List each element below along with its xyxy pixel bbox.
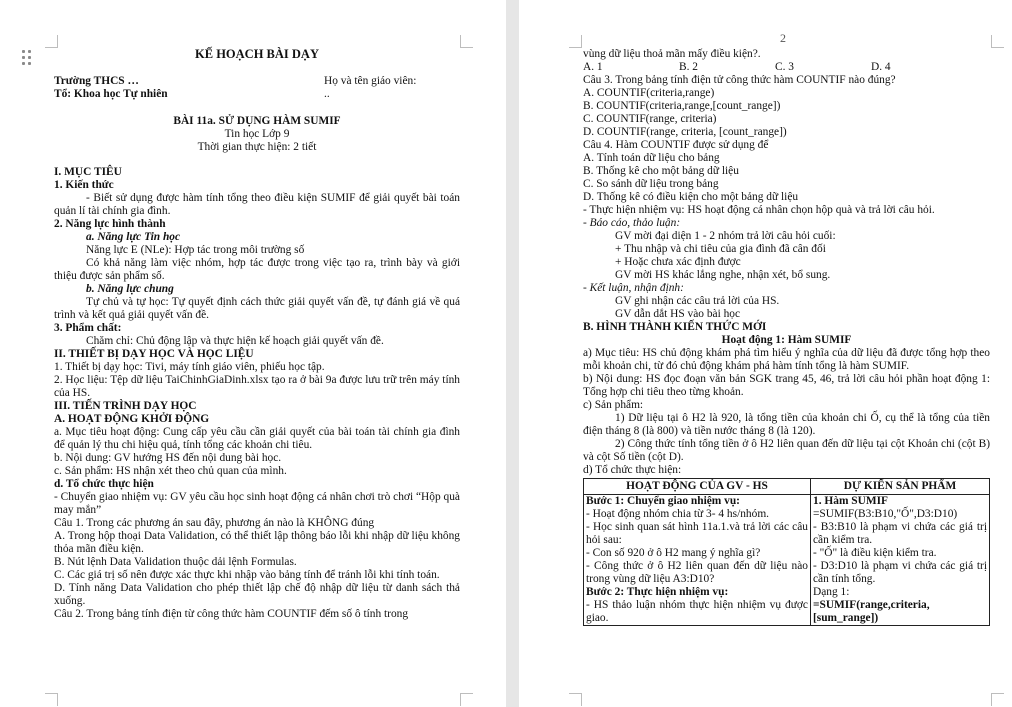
text-line: b) Nội dung: HS đọc đoạn văn bản SGK trang 45, 46, trả lời câu hỏi phần hoạt động 1: Tổng hợp chi tiêu theo từng khoản. [583,373,990,398]
teacher-label: Họ và tên giáo viên: [324,75,417,87]
text-line: - Con số 920 ở ô H2 mang ý nghĩa gì? [586,547,761,559]
header-row-2 [54,88,460,101]
text-line: + Thu nhập và chi tiêu của gia đình đã cân đối [615,243,826,255]
text-line: GV dẫn dắt HS vào bài học [615,308,741,320]
text-line: - Kết luận, nhận định: [583,282,684,294]
teacher-activities-cell [584,495,811,626]
text-line: vùng dữ liệu thoả mãn mấy điều kiện?. [583,48,761,60]
text-line: II. THIẾT BỊ DẠY HỌC VÀ HỌC LIỆU [54,348,254,360]
text-line: Dạng 1: [813,586,850,598]
right-page-body [583,48,990,477]
text-line: - Học sinh quan sát hình 11a.1.và trả lời các câu hỏi sau: [586,521,808,546]
text-line: a. Năng lực Tin học [86,231,181,243]
text-line: - HS thảo luận nhóm thực hiện nhiệm vụ được giao. [586,599,808,624]
text-line: Câu 3. Trong bảng tính điện tử công thức hàm COUNTIF nào đúng? [583,74,896,86]
text-line: D. COUNTIF(range, criteria, [count_range]) [583,126,787,138]
margin-corner-mark [569,35,582,48]
text-line: Có khả năng làm việc nhóm, hợp tác được trong việc tạo ra, trình bày và giới thiệu được sản phẩm số. [54,257,460,282]
text-line: 1) Dữ liệu tại ô H2 là 920, là tổng tiền của khoản chi Ố, cụ thể là tổng của tiền điện tháng 8 (là 800) và tiền nước tháng 8 (là 120). [583,412,990,437]
text-line: Bước 1: Chuyển giao nhiệm vụ: [586,495,740,507]
table-header-cell: HOẠT ĐỘNG CỦA GV - HS [584,479,811,495]
text-line: - Chuyển giao nhiệm vụ: GV yêu cầu học sinh hoạt động cá nhân chơi trò chơi “Hộp quà may mắn” [54,491,460,516]
lesson-duration: Thời gian thực hiện: 2 tiết [197,141,317,153]
text-line: a) Mục tiêu: HS chủ động khám phá tìm hiểu ý nghĩa của dữ liệu đã được tổng hợp theo mỗi khoản chi, từ đó chủ động khám phá hàm tính tổng là hàm SUMIF. [583,347,990,372]
text-line: =SUMIF(range,criteria,[sum_range]) [813,599,930,624]
table-header-row [584,479,990,495]
text-line: Câu 4. Hàm COUNTIF được sử dụng để [583,139,769,151]
text-line: A. Trong hộp thoại Data Validation, có thể thiết lập thông báo lỗi khi nhập dữ liệu không thỏa mãn điều kiện. [54,530,460,555]
text-line: 2) Công thức tính tổng tiền ở ô H2 liên quan đến dữ liệu tại cột Khoản chi (cột B) và cột Số tiền (cột D). [583,438,990,463]
text-line: D. Tính năng Data Validation cho phép thiết lập chế độ nhập dữ liệu từ danh sách thả xuống. [54,582,460,607]
margin-corner-mark [991,35,1004,48]
text-line: =SUMIF(B3:B10,"Ố",D3:D10) [813,508,958,520]
lesson-title: BÀI 11a. SỬ DỤNG HÀM SUMIF [173,115,341,127]
text-line: - Biết sử dụng được hàm tính tổng theo điều kiện SUMIF để giải quyết bài toán quản lí tài chính gia đình. [54,192,460,217]
text-line: 1. Hàm SUMIF [813,495,888,507]
text-line: - D3:D10 là phạm vi chứa các giá trị cần tính tổng. [813,560,987,585]
page-gap [506,0,519,707]
school-name: Trường THCS … [54,75,139,87]
margin-corner-mark [460,35,473,48]
text-line: - "Ố" là điều kiện kiểm tra. [813,547,937,559]
text-line: - Báo cáo, thảo luận: [583,217,681,229]
drag-handle-icon[interactable] [22,50,34,66]
page-1-content [54,48,460,621]
document-title: KẾ HOẠCH BÀI DẠY [195,47,319,61]
text-line: c) Sản phẩm: [583,399,644,411]
group-name: Tổ: Khoa học Tự nhiên [54,88,168,100]
text-line: Chăm chỉ: Chủ động lập và thực hiện kế hoạch giải quyết vấn đề. [86,335,384,347]
answer-option: C. 3 [775,61,794,73]
text-line: Câu 1. Trong các phương án sau đây, phương án nào là KHÔNG đúng [54,517,375,529]
text-line: B. HÌNH THÀNH KIẾN THỨC MỚI [583,321,767,333]
text-line: C. COUNTIF(range, criteria) [583,113,717,125]
header-row-1 [54,75,460,88]
text-line: B. COUNTIF(criteria,range,[count_range]) [583,100,781,112]
text-line: + Hoặc chưa xác định được [615,256,741,268]
table-header-cell: DỰ KIẾN SẢN PHẨM [811,479,990,495]
text-line: d) Tổ chức thực hiện: [583,464,682,476]
margin-corner-mark [45,35,58,48]
text-line: 2. Học liệu: Tệp dữ liệu TaiChinhGiaDinh.xlsx tạo ra ở bài 9a được lưu trữ trên máy tính của HS. [54,374,460,399]
text-line: B. Thống kê cho một bảng dữ liệu [583,165,739,177]
text-line: - B3:B10 là phạm vi chứa các giá trị cần kiểm tra. [813,521,987,546]
text-line: GV ghi nhận các câu trả lời của HS. [615,295,780,307]
expected-products-cell [811,495,990,626]
text-line: A. Tính toán dữ liệu cho bảng [583,152,720,164]
text-line: I. MỤC TIÊU [54,166,122,178]
margin-corner-mark [45,693,58,706]
lesson-subject: Tin học Lớp 9 [224,128,290,140]
text-line: GV mời đại diện 1 - 2 nhóm trả lời câu hỏi cuối: [615,230,836,242]
text-line: 2. Năng lực hình thành [54,218,166,230]
text-line: 1. Kiến thức [54,179,114,191]
text-line: C. Các giá trị số nên được xác thực khi nhập vào bảng tính để tránh lỗi khi tính toán. [54,569,440,581]
text-line: Tự chủ và tự học: Tự quyết định cách thức giải quyết vấn đề, tự đánh giá về quá trình và kết quả giải quyết vấn đề. [54,296,460,321]
text-line: D. Thống kê có điều kiện cho một bảng dữ liệu [583,191,799,203]
text-line: d. Tổ chức thực hiện [54,478,154,490]
left-page-body [54,166,460,621]
text-line: - Thực hiện nhiệm vụ: HS hoạt động cá nhân chọn hộp quà và trả lời câu hỏi. [583,204,935,216]
text-line: B. Nút lệnh Data Validation thuộc dải lệnh Formulas. [54,556,297,568]
text-line: 1. Thiết bị dạy học: Tivi, máy tính giáo viên, phiếu học tập. [54,361,325,373]
text-line: b. Nội dung: GV hướng HS đến nội dung bài học. [54,452,282,464]
text-line: GV mời HS khác lắng nghe, nhận xét, bổ sung. [615,269,831,281]
answer-option: A. 1 [583,61,603,73]
answer-option: B. 2 [679,61,698,73]
text-line: - Hoạt động nhóm chia từ 3- 4 hs/nhóm. [586,508,770,520]
text-line: b. Năng lực chung [86,283,174,295]
table-row [584,495,990,626]
text-line: III. TIẾN TRÌNH DẠY HỌC [54,400,197,412]
text-line: Bước 2: Thực hiện nhiệm vụ: [586,586,729,598]
text-line: A. HOẠT ĐỘNG KHỞI ĐỘNG [54,413,210,425]
text-line: c. Sản phẩm: HS nhận xét theo chủ quan của mình. [54,465,287,477]
answer-options [583,61,990,74]
activity-table [583,478,990,626]
text-line: Năng lực E (NLe): Hợp tác trong môi trường số [86,244,305,256]
answer-option: D. 4 [871,61,891,73]
text-line: - Công thức ở ô H2 liên quan đến dữ liệu nào trong vùng dữ liệu A3:D10? [586,560,808,585]
text-line: Câu 2. Trong bảng tính điện từ công thức hàm COUNTIF đếm số ô tính trong [54,608,409,620]
page-2-content [583,48,990,626]
text-line: 3. Phẩm chất: [54,322,122,334]
text-line: a. Mục tiêu hoạt động: Cung cấp yêu cầu cần giải quyết của bài toán tài chính gia đình để quản lý thu chi hiệu quả, tính tổng các khoản chi tiêu. [54,426,460,451]
text-line: Hoạt động 1: Hàm SUMIF [721,334,852,346]
teacher-name-dots: .. [324,88,330,100]
margin-corner-mark [991,693,1004,706]
page-number: 2 [780,31,786,45]
text-line: A. COUNTIF(criteria,range) [583,87,715,99]
margin-corner-mark [460,693,473,706]
text-line: C. So sánh dữ liệu trong bảng [583,178,719,190]
margin-corner-mark [569,693,582,706]
